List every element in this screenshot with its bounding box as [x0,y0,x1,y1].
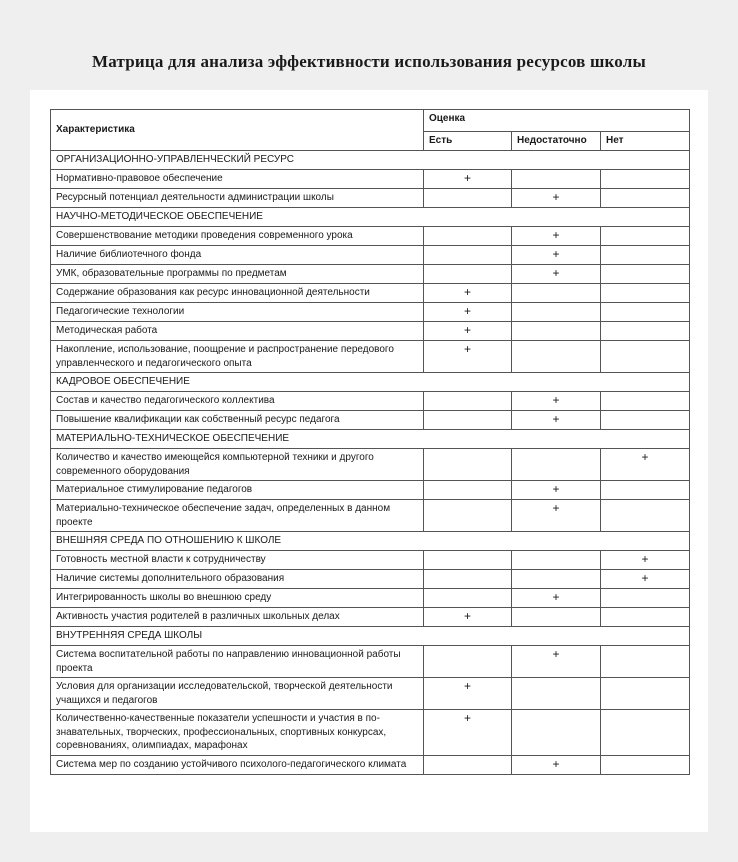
rating-cell: + [424,322,512,341]
row-label: Система мер по созданию устойчивого психолого-педагогического климата [51,755,424,774]
table-row [51,189,690,208]
rating-cell [512,170,601,189]
table-row [51,284,690,303]
rating-cell [601,246,690,265]
rating-cell [424,189,512,208]
rating-cell [424,246,512,265]
rating-cell [424,551,512,570]
rating-cell: + [512,246,601,265]
document-sheet [30,90,708,832]
rating-cell [601,227,690,246]
rating-cell: + [601,449,690,481]
rating-cell: + [512,265,601,284]
rating-cell: + [512,411,601,430]
header-col-yes: Есть [424,131,512,150]
row-label: Повышение квалификации как собственный ресурс педагога [51,411,424,430]
rating-cell [512,570,601,589]
table-row [51,341,690,373]
table-row [51,170,690,189]
row-label: Активность участия родителей в различных школьных делах [51,608,424,627]
rating-cell [424,411,512,430]
row-label: Интегрированность школы во внешнюю среду [51,589,424,608]
section-row [51,208,690,227]
rating-cell: + [512,500,601,532]
rating-cell [424,589,512,608]
rating-cell [601,303,690,322]
section-title: КАДРОВОЕ ОБЕСПЕЧЕНИЕ [51,373,690,392]
rating-cell: + [424,710,512,756]
table-row [51,551,690,570]
rating-cell [601,411,690,430]
rating-cell [601,646,690,678]
rating-cell [601,589,690,608]
row-label: Материально-техническое обеспечение задач, определенных в данном проекте [51,500,424,532]
rating-cell [512,710,601,756]
rating-cell [512,322,601,341]
row-label: Материальное стимулирование педагогов [51,481,424,500]
page-title: Матрица для анализа эффективности использования ресурсов школы [92,52,646,71]
section-title: МАТЕРИАЛЬНО-ТЕХНИЧЕСКОЕ ОБЕСПЕЧЕНИЕ [51,430,690,449]
header-col-insufficient: Недостаточно [512,131,601,150]
section-row [51,373,690,392]
table-row [51,411,690,430]
row-label: Наличие системы дополнительного образования [51,570,424,589]
rating-cell [601,392,690,411]
rating-cell [424,392,512,411]
table-row [51,246,690,265]
rating-cell [424,481,512,500]
table-row [51,303,690,322]
rating-cell: + [512,589,601,608]
rating-cell: + [424,341,512,373]
row-label: Ресурсный потенциал деятельности администрации школы [51,189,424,208]
rating-cell: + [601,551,690,570]
matrix-body [51,151,690,775]
rating-cell [424,646,512,678]
row-label: Количество и качество имеющейся компьютерной техники и другого современного оборудования [51,449,424,481]
rating-cell [424,265,512,284]
table-row [51,678,690,710]
row-label: Совершенствование методики проведения современного урока [51,227,424,246]
rating-cell [601,170,690,189]
section-row [51,627,690,646]
rating-cell: + [424,303,512,322]
row-label: Накопление, использование, поощрение и распространение передового управленческого и педагогического опыта [51,341,424,373]
header-col-no: Нет [601,131,690,150]
rating-cell [601,678,690,710]
rating-cell [601,710,690,756]
rating-cell: + [512,755,601,774]
row-label: Условия для организации исследовательской, творческой деятельности учащихся и педагогов [51,678,424,710]
table-row [51,608,690,627]
row-label: Наличие библиотечного фонда [51,246,424,265]
table-row [51,322,690,341]
section-title: ВНУТРЕННЯЯ СРЕДА ШКОЛЫ [51,627,690,646]
rating-cell: + [512,189,601,208]
rating-cell [512,284,601,303]
row-label: Количественно-качественные показатели успешности и участия в по-знавательных, творческих, профессиональных, спортивных конкурсах, соревнованиях, олимпиадах, марафонах [51,710,424,756]
rating-cell [601,284,690,303]
rating-cell: + [424,608,512,627]
section-row [51,532,690,551]
table-row [51,755,690,774]
rating-cell [424,570,512,589]
rating-cell: + [601,570,690,589]
rating-cell: + [512,481,601,500]
rating-cell [512,341,601,373]
section-title: ВНЕШНЯЯ СРЕДА ПО ОТНОШЕНИЮ К ШКОЛЕ [51,532,690,551]
rating-cell [601,481,690,500]
table-row [51,227,690,246]
rating-cell [601,189,690,208]
row-label: Методическая работа [51,322,424,341]
table-row [51,265,690,284]
section-title: НАУЧНО-МЕТОДИЧЕСКОЕ ОБЕСПЕЧЕНИЕ [51,208,690,227]
rating-cell [601,265,690,284]
row-label: Готовность местной власти к сотрудничеству [51,551,424,570]
table-row [51,500,690,532]
rating-cell [601,341,690,373]
header-characteristic: Характеристика [51,110,424,151]
table-row [51,589,690,608]
rating-cell: + [424,284,512,303]
rating-cell [512,303,601,322]
rating-cell [424,449,512,481]
table-row [51,710,690,756]
rating-cell [601,500,690,532]
row-label: УМК, образовательные программы по предметам [51,265,424,284]
rating-cell [601,608,690,627]
rating-cell: + [512,392,601,411]
rating-cell [512,608,601,627]
section-row [51,430,690,449]
rating-cell [601,755,690,774]
row-label: Состав и качество педагогического коллектива [51,392,424,411]
row-label: Нормативно-правовое обеспечение [51,170,424,189]
header-rating: Оценка [424,110,690,132]
rating-cell: + [512,646,601,678]
section-row [51,151,690,170]
rating-cell [512,678,601,710]
table-row [51,646,690,678]
rating-cell [512,551,601,570]
table-row [51,570,690,589]
rating-cell: + [424,170,512,189]
resource-matrix-table [50,109,690,775]
rating-cell [424,500,512,532]
row-label: Содержание образования как ресурс инновационной деятельности [51,284,424,303]
rating-cell [512,449,601,481]
rating-cell: + [424,678,512,710]
rating-cell [424,755,512,774]
table-row [51,481,690,500]
table-row [51,449,690,481]
row-label: Педагогические технологии [51,303,424,322]
rating-cell [424,227,512,246]
rating-cell [601,322,690,341]
section-title: ОРГАНИЗАЦИОННО-УПРАВЛЕНЧЕСКИЙ РЕСУРС [51,151,690,170]
rating-cell: + [512,227,601,246]
row-label: Система воспитательной работы по направлению инновационной работы проекта [51,646,424,678]
table-row [51,392,690,411]
